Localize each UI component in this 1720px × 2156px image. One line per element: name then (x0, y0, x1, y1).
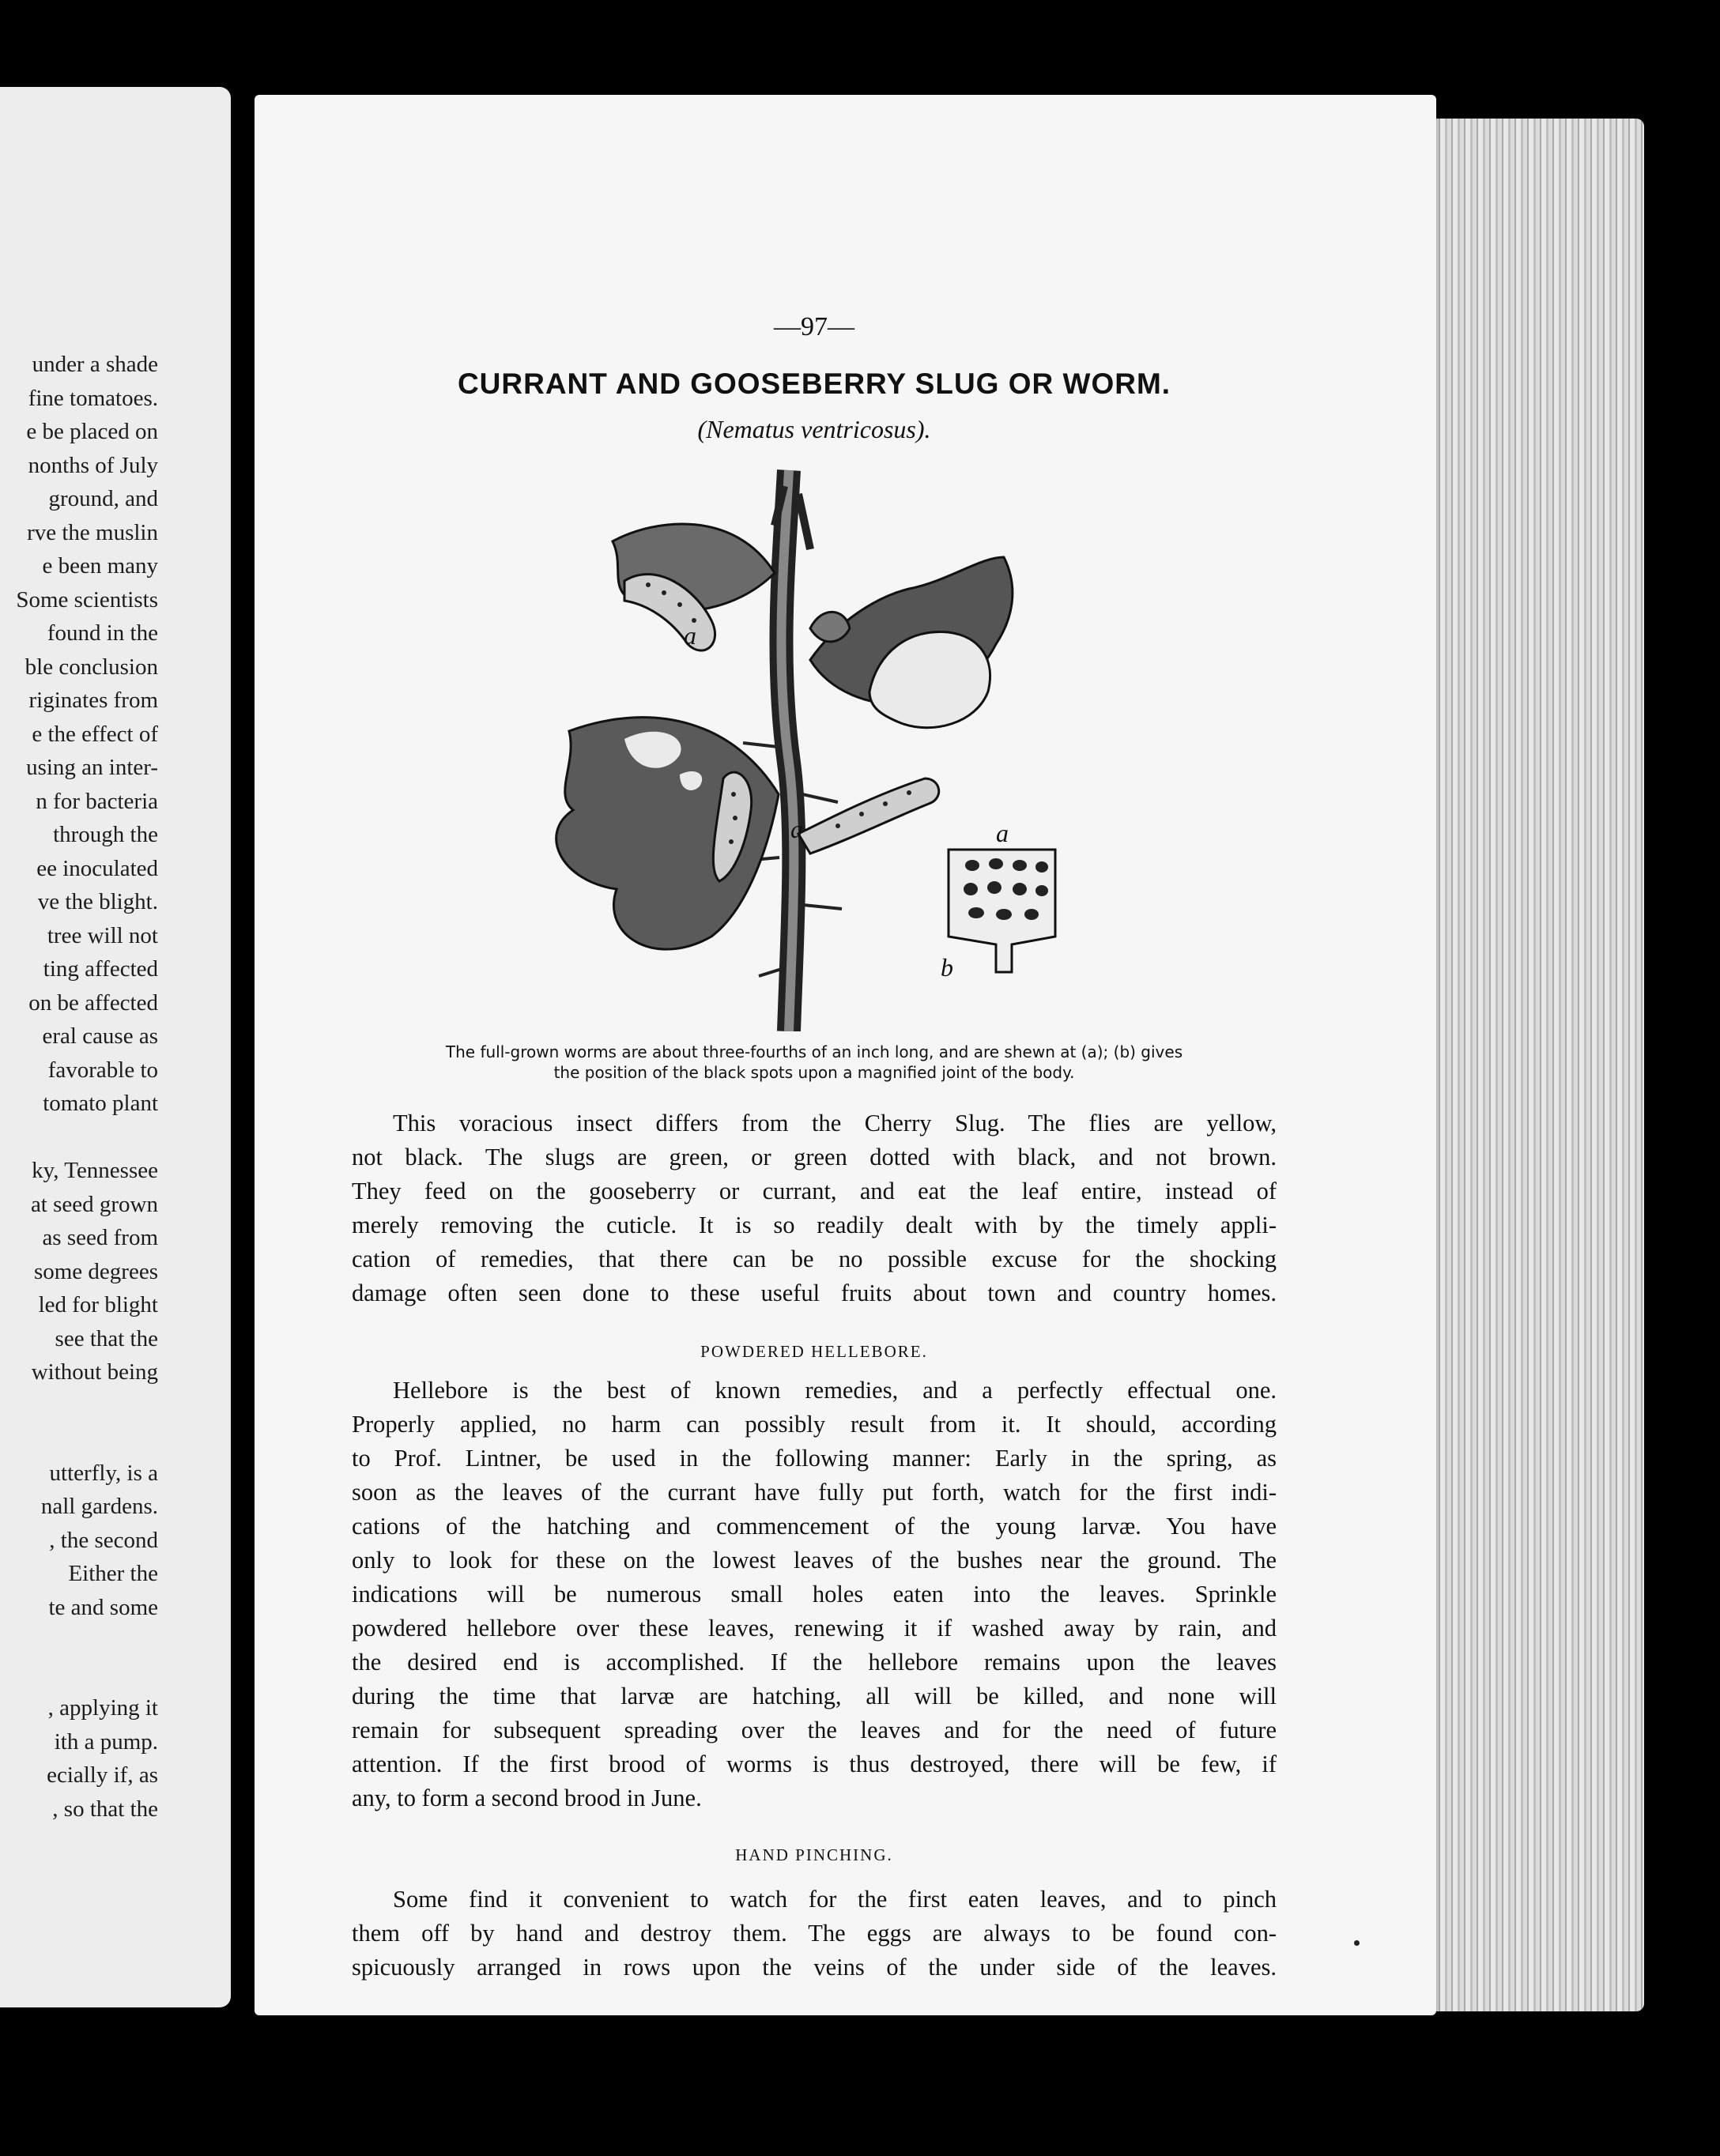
text-line: not black. The slugs are green, or green dotted with black, and not brown. (352, 1144, 1277, 1170)
facing-page-line: ith a pump. (54, 1728, 158, 1755)
facing-page-line: ve the blight. (37, 889, 158, 914)
paragraph-hand-pinching (352, 1883, 1277, 1984)
facing-page-line: fine tomatoes. (28, 385, 158, 411)
facing-page-line: ee inoculated (36, 855, 158, 881)
section-heading-hand-pinching: HAND PINCHING. (735, 1845, 893, 1864)
facing-page-line: Some scientists (16, 586, 158, 612)
figure-caption-line: the position of the black spots upon a magnified joint of the body. (553, 1063, 1075, 1082)
facing-page-line: , so that the (52, 1796, 158, 1822)
figure-caption-line: The full-grown worms are about three-fourths of an inch long, and are shewn at (a); (b) gives (445, 1042, 1183, 1061)
facing-page-line: without being (31, 1359, 158, 1385)
facing-page-text (0, 348, 158, 1826)
facing-page-line: te and some (48, 1594, 158, 1620)
facing-page-line: rve the muslin (27, 519, 158, 545)
facing-page-line: nonths of July (28, 452, 158, 478)
facing-page-line (0, 1389, 158, 1423)
facing-page-line: as seed from (42, 1225, 158, 1250)
text-line: They feed on the gooseberry or currant, and eat the leaf entire, instead of (352, 1178, 1277, 1204)
figure-label-a-middle: a (790, 815, 803, 843)
facing-page-line: led for blight (38, 1292, 158, 1317)
facing-page-line: utterfly, is a (49, 1460, 158, 1486)
text-line: them off by hand and destroy them. The eggs are always to be found con- (352, 1920, 1277, 1947)
text-line: soon as the leaves of the currant have fully put forth, watch for the first indi- (352, 1479, 1277, 1506)
page-number: —97— (774, 312, 854, 341)
facing-page-line: e been many (42, 553, 158, 579)
facing-page-line: e be placed on (26, 419, 158, 444)
figure-label-a-right: a (996, 819, 1009, 847)
facing-page-line: found in the (47, 620, 158, 646)
facing-page-line: favorable to (47, 1057, 158, 1083)
text-line: during the time that larvæ are hatching, all will be killed, and none will (352, 1683, 1277, 1709)
text-line: the desired end is accomplished. If the hellebore remains upon the leaves (352, 1649, 1277, 1675)
facing-page-line: ground, and (48, 486, 158, 511)
facing-page-line: nall gardens. (40, 1494, 158, 1519)
facing-page-line: tomato plant (43, 1091, 158, 1116)
scientific-name: (Nematus ventricosus). (697, 415, 931, 443)
text-line: This voracious insect differs from the Cherry Slug. The flies are yellow, (393, 1110, 1277, 1136)
facing-page-line: tree will not (47, 922, 158, 948)
text-line: indications will be numerous small holes eaten into the leaves. Sprinkle (352, 1581, 1277, 1608)
facing-page-line: through the (53, 822, 158, 847)
facing-page-line: at seed grown (30, 1191, 158, 1217)
text-line: damage often seen done to these useful fruits about town and country homes. (352, 1280, 1277, 1306)
facing-page-line: e the effect of (32, 721, 158, 747)
text-line: merely removing the cuticle. It is so readily dealt with by the timely appli- (352, 1212, 1277, 1238)
facing-page-line: ting affected (43, 956, 158, 982)
facing-page-line (0, 1423, 158, 1457)
book-page-edges (1415, 119, 1644, 2011)
facing-page-line: riginates from (28, 688, 158, 713)
facing-page-line: ecially if, as (47, 1762, 158, 1788)
facing-page-line: using an inter- (26, 755, 158, 780)
facing-page-line: under a shade (32, 352, 158, 377)
facing-page-left (0, 87, 231, 2007)
text-line: Hellebore is the best of known remedies, and a perfectly effectual one. (393, 1377, 1277, 1404)
text-line: Some find it convenient to watch for the first eaten leaves, and to pinch (393, 1886, 1277, 1913)
text-line: any, to form a second brood in June. (352, 1785, 702, 1811)
paragraph-hellebore (352, 1374, 1277, 1815)
facing-page-line: , applying it (47, 1695, 158, 1721)
currant-slug-illustration (538, 462, 1091, 1031)
facing-page-line: Either the (68, 1561, 158, 1586)
figure-label-b: b (941, 953, 953, 982)
paragraph-slug-description (352, 1106, 1277, 1310)
slug-larva-right (798, 778, 939, 854)
facing-page-line: see that the (55, 1325, 158, 1351)
figure-caption (348, 1042, 1281, 1083)
facing-page-line: on be affected (28, 989, 158, 1016)
text-line: only to look for these on the lowest leaves of the bushes near the ground. The (352, 1547, 1277, 1574)
facing-page-line: ky, Tennessee (32, 1158, 158, 1183)
facing-page-line: ble conclusion (25, 654, 158, 680)
facing-page-line: eral cause as (42, 1023, 158, 1049)
text-line: cations of the hatching and commencement of the young larvæ. You have (352, 1513, 1277, 1540)
facing-page-line (0, 1121, 158, 1155)
facing-page-line: , the second (49, 1527, 158, 1553)
page-title: CURRANT AND GOOSEBERRY SLUG OR WORM. (457, 368, 1171, 400)
text-line: powdered hellebore over these leaves, renewing it if washed away by rain, and (352, 1615, 1277, 1642)
text-line: cation of remedies, that there can be no possible excuse for the shocking (352, 1246, 1277, 1272)
section-heading-powdered-hellebore: POWDERED HELLEBORE. (700, 1342, 928, 1361)
text-line: remain for subsequent spreading over the leaves and for the need of future (352, 1717, 1277, 1743)
text-line: Properly applied, no harm can possibly result from it. It should, according (352, 1411, 1277, 1438)
scan-speck (1354, 1940, 1360, 1946)
facing-page-line: n for bacteria (36, 788, 158, 814)
facing-page-line (0, 1624, 158, 1658)
figure-label-a-upper: a (684, 621, 696, 650)
text-line: attention. If the first brood of worms is thus destroyed, there will be few, if (352, 1751, 1277, 1777)
facing-page-line (0, 1658, 158, 1692)
facing-page-line: some degrees (33, 1258, 158, 1284)
text-line: spicuously arranged in rows upon the veins of the under side of the leaves. (352, 1954, 1277, 1981)
text-line: to Prof. Lintner, be used in the following manner: Early in the spring, as (352, 1445, 1277, 1472)
